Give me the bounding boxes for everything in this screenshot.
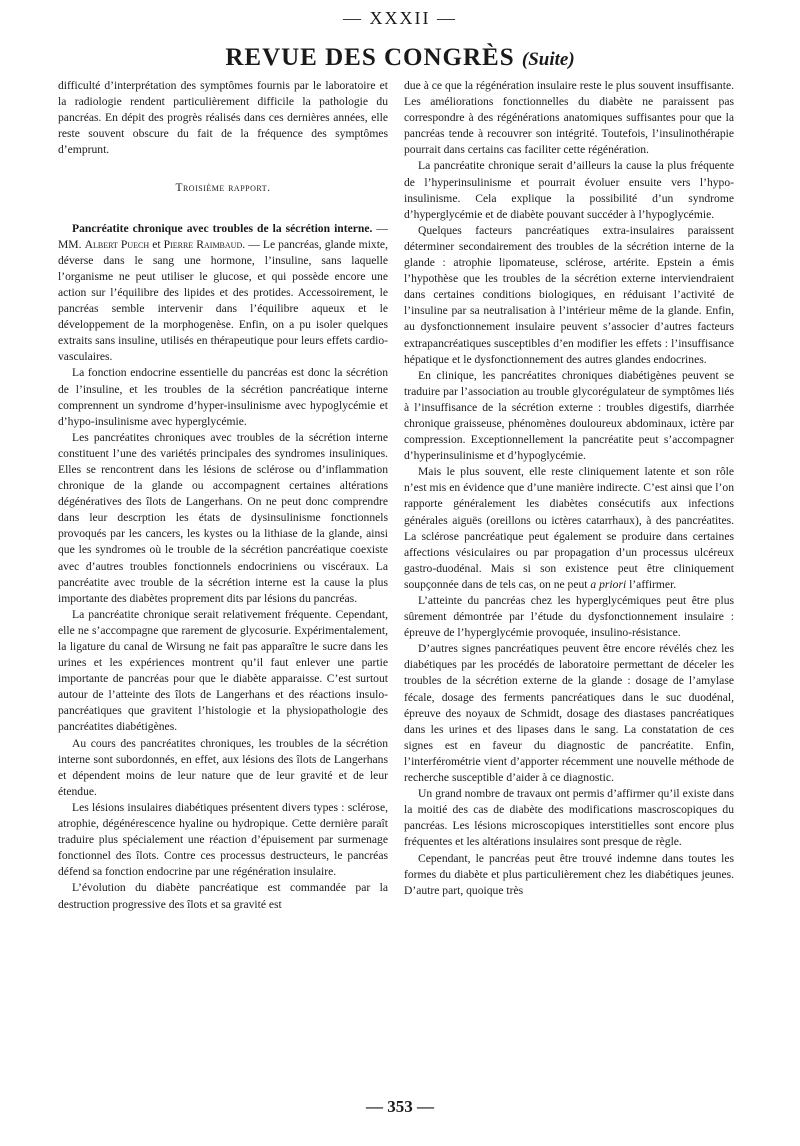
paragraph: due à ce que la régénération insulaire reste le plus souvent insuffisante. Les améliorations fonctionnelles du diabète ne paraissent pas correspondre à des régénérations anatomiques suffisantes pour que la pancréas tende à recouvrer son intégrité. Toutefois, l’insulinothérapie pourrait dans certains cas faciliter cette régénération. xyxy=(404,79,734,157)
paragraph: En clinique, les pancréatites chroniques diabétigènes peuvent se traduire par l’association au trouble glycorégulateur de symptômes liés à l’insuffisance de la sécrétion externe : troubles digestifs, diarrhée chronique graisseuse, phénomènes douloureux abdominaux, ictère par compression. Exceptionnellement la pancréatite peut s’accompagner d’hyperinsulinisme et d’hypoglycémie. xyxy=(404,368,734,463)
running-head: — XXXII — xyxy=(343,8,457,28)
page-title xyxy=(0,44,800,72)
article-title: Pancréatite chronique avec troubles de la sécrétion interne. xyxy=(72,221,373,235)
paragraph-text: l’affirmer. xyxy=(626,577,677,591)
paragraph xyxy=(404,464,734,593)
authors-conjunction: et xyxy=(149,237,164,251)
page-number: — 353 — xyxy=(366,1097,434,1116)
paragraph: La fonction endocrine essentielle du pancréas est donc la sécrétion de l’insuline, et les troubles de la sécrétion pancréatique interne comprennent un syndrome d’hyper-insulinisme avec hypoglycémie et d’hypo-insulinisme avec hyperglycémie. xyxy=(58,366,388,428)
paragraph: Au cours des pancréatites chroniques, les troubles de la sécrétion interne sont subordonnés, en effet, aux lésions des îlots de Langerhans et dépendent moins de leur nature que de leur gravité et de leur étendue. xyxy=(58,736,388,798)
author-name: Pierre Raimbaud xyxy=(163,237,243,251)
right-column xyxy=(404,78,734,899)
author-name: Albert Puech xyxy=(84,237,150,251)
title-main: REVUE DES CONGRÈS xyxy=(225,44,515,71)
paragraph: Quelques facteurs pancréatiques extra-insulaires paraissent déterminer secondairement des troubles de la sécrétion interne de la glande : atrophie lipomateuse, sclérose, artérite. Epstein a émis l’hypothèse que les troubles de la sécrétion externe interviendraient dans certaines conditions biologiques, en réduisant l’activité de l’insuline par sa neutralisation à l’intérieur même de la glande. Enfin, au dysfonctionnement insulaire peuvent s’associer d’autres facteurs extrapancréatiques susceptibles d’en modifier les effets : l’insuffisance hépatique et le dysfonctionnement des autres glandes endocrines. xyxy=(404,223,734,366)
paragraph: Un grand nombre de travaux ont permis d’affirmer qu’il existe dans la moitié des cas de diabète des modifications mascroscopiques du pancréas. Les lésions microscopiques interstitielles sont encore plus fréquentes et les altérations insulaires sont presque de règle. xyxy=(404,787,734,849)
paragraph: La pancréatite chronique serait relativement fréquente. Cependant, elle ne s’accompagne que rarement de glycosurie. Expérimentalement, la ligature du canal de Wirsung ne fait pas apparaître le sucre dans les urines et les expériences montrent qu’il faut enlever une partie importante de pancréas pour que le diabète apparaisse. C’est surtout autour de l’atteinte des îlots de Langerhans et des réactions insulo-pancréatiques que gravitent l’histologie et la physiopathologie des pancréatites diabétigènes. xyxy=(58,607,388,734)
paragraph: difficulté d’interprétation des symptômes fournis par le laboratoire et la radiologie rendent particulièrement difficile la pathologie du pancréas. En dépit des progrès réalisés dans ces dernières années, elle reste souvent obscure du fait de la fréquence des symptômes d’emprunt. xyxy=(58,79,388,157)
paragraph-text: Mais le plus souvent, elle reste cliniquement latente et son rôle n’est mis en évidence que d’une manière indirecte. C’est ainsi que l’on rapporte généralement les diabètes consécutifs aux infections générales aiguës (oreillons ou ictères catarrhaux), à des pancréatites. La sclérose pancréatique peut également se produire dans certaines affections vésiculaires ou par propagation d’un processus ulcéreux gastro-duodénal. Mais si son existence peut être cliniquement soupçonnée dans de tels cas, on ne peut xyxy=(404,465,734,591)
paragraph: L’évolution du diabète pancréatique est commandée par la destruction progressive des îlots et sa gravité est xyxy=(58,881,388,911)
title-suite: (Suite) xyxy=(521,49,575,70)
paragraph: Les pancréatites chroniques avec troubles de la sécrétion interne constituent l’une des variétés principales des syndromes insuliniques. Elles se rencontrent dans les lésions de sclérose ou d’inflammation chronique de la glande ou accompagnent certaines altérations dégénératives des îlots de Langerhans. On ne peut donc comprendre dans leur descrption les états de dysinsulinisme fonctionnels provoqués par les cancers, les kystes ou la lithiase de la glande, ainsi que les syndromes où le trouble de la sécrétion pancréatique coexiste avec d’autres troubles fonctionnels endocriniens ou viscéraux. La pancréatite avec trouble de la sécrétion interne est la cause la plus importante des diabètes proprement dits par lésions du pancréas. xyxy=(58,430,388,605)
paragraph: L’atteinte du pancréas chez les hyperglycémiques peut être plus sûrement démontrée par l’étude du dysfonctionnement insulaire : épreuve de l’hyperglycémie provoquée, insulino-résistance. xyxy=(404,594,734,640)
paragraph: Cependant, le pancréas peut être trouvé indemne dans toutes les formes du diabète et plus particulièrement chez les diabétiques jeunes. D’autre part, quoique très xyxy=(404,851,734,897)
paragraph: La pancréatite chronique serait d’ailleurs la cause la plus fréquente de l’hyperinsulinisme et pourrait évoluer ensuite vers l’hypo-insulinisme. Cela explique la possibilité d’un syndrome d’hyperglycémie et de diabète pouvant succéder à l’hypoglycémie. xyxy=(404,159,734,221)
article-opening-paragraph xyxy=(58,221,388,366)
italic-phrase: a priori xyxy=(590,577,627,591)
paragraph: D’autres signes pancréatiques peuvent être encore révélés chez les diabétiques par les procédés de laboratoire permettant de déceler les troubles de la sécrétion externe de la glande : dosage de l’amylase fécale, dosage des ferments pancréatiques dans le suc duodénal, épreuve des noyaux de Schmidt, dosage des diastases pancréatiques dans les urines et des lipases dans le sang. La constatation de ces signes est en faveur du diagnostic de pancréatite. Enfin, l’interférométrie vient d’apporter récemment une nouvelle méthode de recherche susceptible d’aider à ce diagnostic. xyxy=(404,642,734,785)
paragraph-text: . — Le pancréas, glande mixte, déverse dans le sang une hormone, l’insuline, sans laquelle l’organisme ne peut utiliser le glucose, et qui possède encore une action sur l’équilibre des lipides et des protides. Accessoirement, le pancréas semble intervenir dans l’équilibre aqueux et le développement de la morphogenèse. Enfin, on a pu isoler quelques extraits sans insuline, utilisés en thérapeutique pour leurs effets cardio-vasculaires. xyxy=(58,237,388,364)
section-heading: Troisième rapport. xyxy=(175,182,271,195)
paragraph: Les lésions insulaires diabétiques présentent divers types : sclérose, atrophie, dégénérescence hyaline ou hydropique. Cette dernière paraît traduire plus spécialement une réaction d’épuisement par surmenage fonctionnel des îlots. Contre ces processus destructeurs, le pancréas défend sa fonction endocrine par une régénération insulaire. xyxy=(58,800,388,879)
left-column xyxy=(58,78,388,913)
article-authors-prefix: — MM. xyxy=(58,221,388,251)
